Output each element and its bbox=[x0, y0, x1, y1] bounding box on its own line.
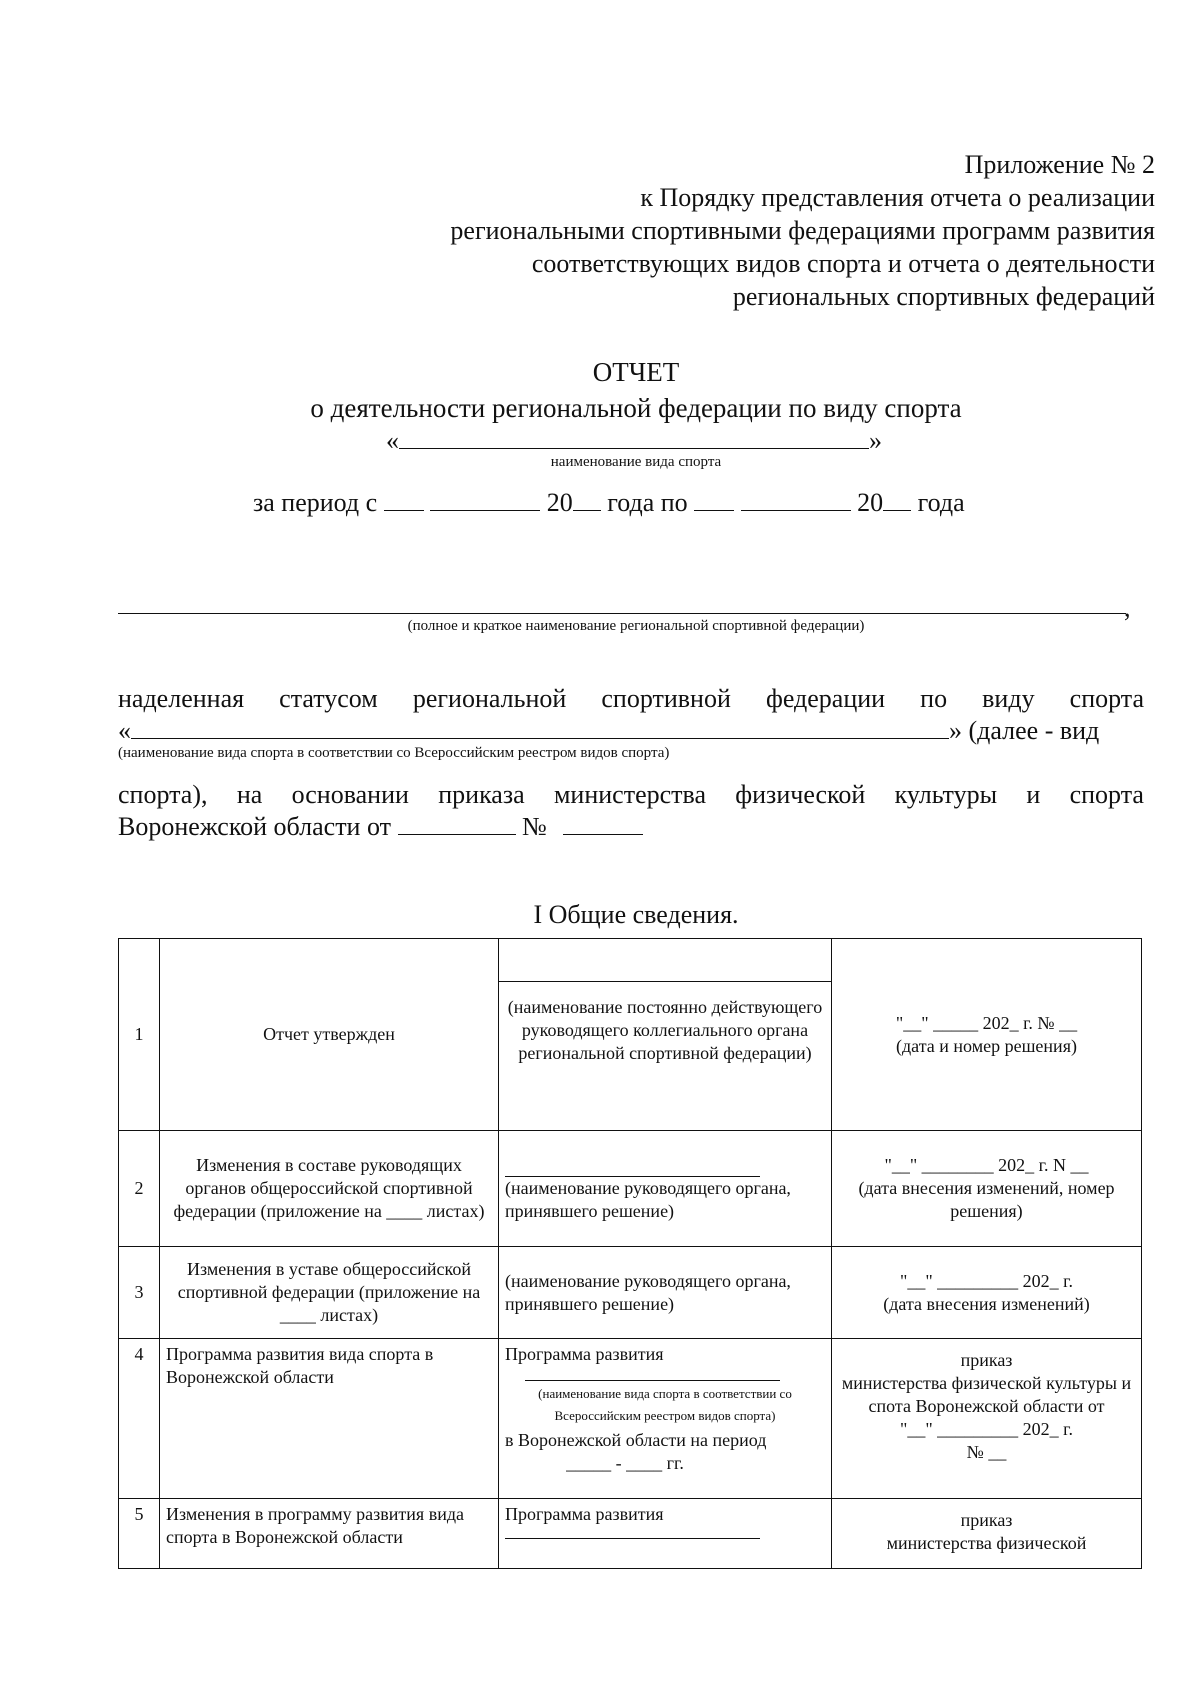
row-number: 3 bbox=[119, 1247, 160, 1339]
appendix-line-4: соответствующих видов спорта и отчета о деятельности bbox=[531, 249, 1155, 278]
date-number-caption: (дата и номер решения) bbox=[896, 1035, 1077, 1056]
year-to-blank bbox=[883, 490, 911, 511]
word: статусом bbox=[279, 684, 378, 713]
row-number: 4 bbox=[119, 1339, 160, 1499]
year-to-prefix: 20 bbox=[857, 488, 884, 517]
row-col3 bbox=[499, 1499, 832, 1569]
period-suffix: года bbox=[917, 488, 965, 517]
order-label: приказ bbox=[960, 1350, 1013, 1370]
word: культуры bbox=[894, 780, 998, 809]
year-from-prefix: 20 bbox=[546, 488, 573, 517]
row-col3 bbox=[499, 1131, 832, 1247]
word: и bbox=[1026, 780, 1041, 809]
table-row bbox=[119, 1131, 1142, 1247]
order-date: "__" _________ 202_ г. bbox=[899, 1419, 1074, 1439]
date-number-line: "__" ________ 202_ г. N __ bbox=[884, 1155, 1089, 1175]
order-number-sign: № bbox=[522, 812, 547, 841]
order-label: приказ bbox=[960, 1510, 1013, 1530]
word: федерации bbox=[765, 684, 886, 713]
word: основании bbox=[291, 780, 409, 809]
row-col3: (наименование руководящего органа, принявшего решение) bbox=[499, 1247, 832, 1339]
period-middle: года по bbox=[607, 488, 688, 517]
row-number: 1 bbox=[119, 939, 160, 1131]
col3-caption: (наименование постоянно действующего руководящего коллегиального органа региональной спортивной федерации) bbox=[507, 997, 823, 1063]
sport-name-line bbox=[386, 426, 886, 456]
federation-caption: (полное и краткое наименование региональной спортивной федерации) bbox=[407, 618, 865, 634]
word: приказа bbox=[438, 780, 525, 809]
row-col3 bbox=[499, 1339, 832, 1499]
report-subtitle: о деятельности региональной федерации по виду спорта bbox=[310, 393, 962, 423]
period-line bbox=[253, 488, 965, 518]
program-period-text: в Воронежской области на период bbox=[505, 1430, 767, 1450]
close-quote: » bbox=[869, 426, 882, 455]
table-row bbox=[119, 939, 1142, 1131]
col3-blank-line bbox=[505, 1154, 760, 1177]
date-number-line: "__" _____ 202_ г. № __ bbox=[895, 1012, 1078, 1033]
year-from-blank bbox=[573, 490, 601, 511]
row-number: 2 bbox=[119, 1131, 160, 1247]
section-title: I Общие сведения. bbox=[533, 900, 739, 929]
date-number-caption: (дата внесения изменений, номер решения) bbox=[858, 1178, 1115, 1221]
paragraph-line-3 bbox=[118, 780, 1144, 810]
order-date-blank bbox=[398, 814, 516, 835]
row-label: Отчет утвержден bbox=[160, 939, 499, 1131]
federation-name-blank bbox=[118, 613, 1126, 614]
word: спортивной bbox=[601, 684, 731, 713]
word: министерства bbox=[553, 780, 706, 809]
row-label: Изменения в уставе общероссийской спортивной федерации (приложение на ____ листах) bbox=[160, 1247, 499, 1339]
day-to-blank bbox=[694, 490, 734, 511]
federation-comma: , bbox=[1124, 593, 1131, 622]
date-caption: (дата внесения изменений) bbox=[883, 1293, 1090, 1314]
col3-blank-line bbox=[499, 939, 831, 982]
sport-name-caption: наименование вида спорта bbox=[550, 454, 722, 470]
row-col4 bbox=[832, 939, 1142, 1131]
order-ministry: министерства физической культуры и спота Воронежской области от bbox=[841, 1373, 1132, 1416]
program-blank-line bbox=[505, 1526, 760, 1539]
open-quote: « bbox=[386, 426, 399, 455]
program-sport-caption: (наименование вида спорта в соответствии со Всероссийским реестром видов спорта) bbox=[538, 1386, 792, 1423]
word: виду bbox=[982, 684, 1035, 713]
table-row bbox=[119, 1247, 1142, 1339]
paragraph-line-4 bbox=[118, 812, 643, 842]
word: наделенная bbox=[118, 684, 245, 713]
order-number-blank bbox=[563, 814, 643, 835]
program-years: _____ - ____ гг. bbox=[566, 1453, 684, 1473]
row-col4 bbox=[832, 1499, 1142, 1569]
row-label: Изменения в составе руководящих органов общероссийской спортивной федерации (приложение на ____ листах) bbox=[160, 1131, 499, 1247]
month-to-blank bbox=[741, 490, 851, 511]
order-date-prefix: Воронежской области от bbox=[118, 812, 391, 841]
table-row bbox=[119, 1499, 1142, 1569]
report-title: ОТЧЕТ bbox=[592, 357, 680, 387]
word: спорта bbox=[1069, 684, 1144, 713]
appendix-line-2: к Порядку представления отчета о реализации bbox=[640, 183, 1155, 212]
order-ministry: министерства физической bbox=[886, 1533, 1087, 1553]
order-number: № __ bbox=[966, 1442, 1007, 1462]
paragraph-line-2 bbox=[118, 716, 1144, 746]
row-col4 bbox=[832, 1247, 1142, 1339]
day-from-blank bbox=[384, 490, 424, 511]
row-number: 5 bbox=[119, 1499, 160, 1569]
row-label: Программа развития вида спорта в Воронежской области bbox=[160, 1339, 499, 1499]
word: по bbox=[920, 684, 948, 713]
table-row bbox=[119, 1339, 1142, 1499]
row-col4 bbox=[832, 1131, 1142, 1247]
registry-sport-caption: (наименование вида спорта в соответствии со Всероссийским реестром видов спорта) bbox=[118, 745, 670, 761]
word: региональной bbox=[412, 684, 567, 713]
word: физической bbox=[735, 780, 866, 809]
open-quote: « bbox=[118, 716, 131, 745]
general-info-table bbox=[118, 938, 1142, 1569]
word: спорта), bbox=[118, 780, 208, 809]
appendix-number: Приложение № 2 bbox=[964, 150, 1155, 179]
row-col4 bbox=[832, 1339, 1142, 1499]
paragraph-line-1 bbox=[118, 684, 1144, 714]
appendix-line-3: региональными спортивными федерациями программ развития bbox=[450, 216, 1155, 245]
program-sport-blank bbox=[525, 1366, 780, 1381]
sport-name-blank bbox=[399, 428, 869, 449]
period-prefix: за период с bbox=[253, 488, 378, 517]
row-label: Изменения в программу развития вида спорта в Воронежской области bbox=[160, 1499, 499, 1569]
month-from-blank bbox=[430, 490, 540, 511]
paragraph-line-2-tail: » (далее - вид bbox=[949, 716, 1100, 745]
date-line: "__" _________ 202_ г. bbox=[899, 1270, 1074, 1291]
word: на bbox=[236, 780, 263, 809]
program-title: Программа развития bbox=[505, 1504, 664, 1524]
appendix-line-5: региональных спортивных федераций bbox=[732, 282, 1155, 311]
program-title: Программа развития bbox=[505, 1344, 664, 1364]
registry-sport-blank bbox=[131, 718, 949, 739]
word: спорта bbox=[1069, 780, 1144, 809]
row-col3 bbox=[499, 939, 832, 1131]
col3-caption: (наименование руководящего органа, принявшего решение) bbox=[505, 1178, 791, 1221]
